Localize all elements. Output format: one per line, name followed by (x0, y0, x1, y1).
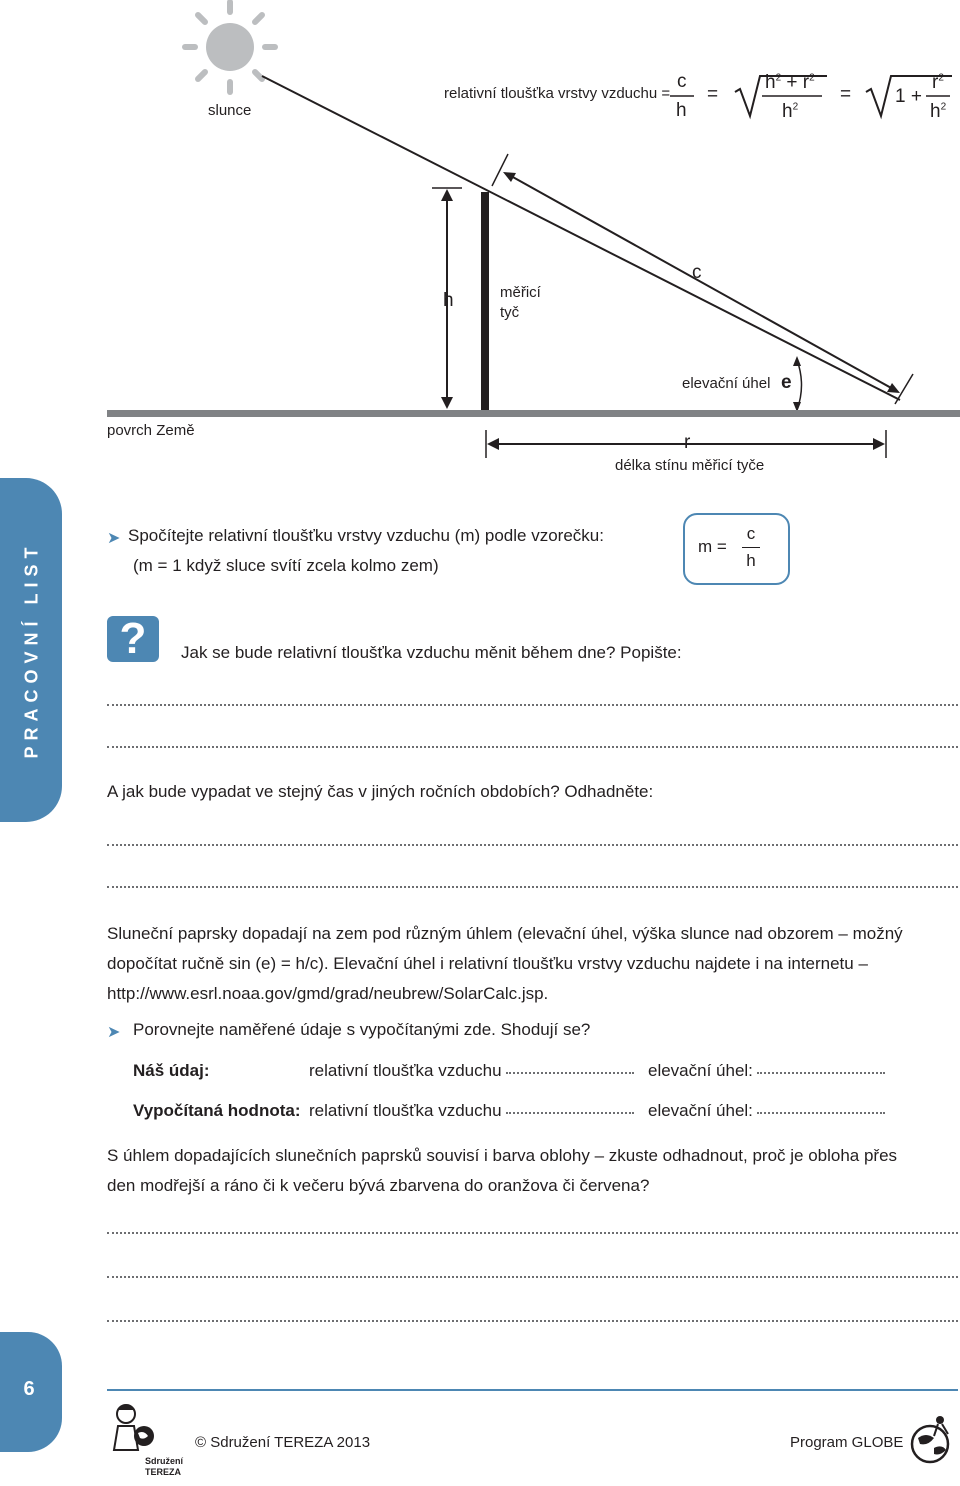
formula-box-m: m = (698, 537, 727, 556)
ground-surface (107, 410, 960, 417)
formula-f3-den: $h^2$ (930, 101, 947, 122)
e-label: e (781, 372, 792, 393)
sidebar-label: PRACOVNÍ LIST (21, 541, 42, 759)
elevation-label: elevační úhel (682, 375, 771, 392)
formula-eq2: = (840, 84, 852, 105)
globe-logo-icon (904, 1414, 958, 1466)
row1-rel-field[interactable] (506, 1072, 634, 1074)
row1-elev-field[interactable] (757, 1072, 885, 1074)
formula-f3-one: 1 + (895, 86, 922, 107)
footer-divider (107, 1389, 958, 1391)
answer-line-1[interactable] (107, 704, 958, 706)
row2-elev: elevační úhel: (648, 1101, 885, 1121)
row2-rel: relativní tloušťka vzduchu (309, 1101, 634, 1121)
rod-label: měřicí tyč (500, 284, 541, 321)
formula-f2-num: $h^2 + r^2$ (765, 72, 815, 93)
row2-elev-field[interactable] (757, 1112, 885, 1114)
formula-prefix: relativní tloušťka vrstvy vzduchu = (444, 85, 671, 102)
question2-text: A jak bude vypadat ve stejný čas v jiných ročních obdobích? Odhadněte: (107, 782, 654, 801)
formula-box (683, 513, 790, 585)
sky-question (107, 1141, 957, 1201)
answer-line-5[interactable] (107, 1232, 958, 1234)
bullet-icon: ➤ (107, 1024, 121, 1041)
diagram-graphics (0, 0, 960, 480)
row1-label: Náš údaj: (133, 1061, 210, 1080)
footer-program: Program GLOBE (790, 1434, 904, 1451)
row2-rel-field[interactable] (506, 1112, 634, 1114)
answer-line-6[interactable] (107, 1276, 958, 1278)
footer-copyright: © Sdružení TEREZA 2013 (195, 1434, 371, 1451)
measuring-rod (481, 192, 489, 410)
sun-ray-line (262, 76, 900, 400)
row1-elev: elevační úhel: (648, 1061, 885, 1081)
formula-eq1: = (707, 84, 719, 105)
paragraph-line-1: Sluneční paprsky dopadají na zem pod různým úhlem (elevační úhel, výška slunce nad obzorem – možný (107, 924, 903, 943)
sun-icon (185, 2, 275, 92)
c-dimension-arrow (511, 176, 893, 389)
sky-line-1: S úhlem dopadajících slunečních paprsků souvisí i barva oblohy – zkuste odhadnout, proč je obloha přes (107, 1146, 898, 1165)
sky-line-2: den modřejší a ráno či k večeru bývá zbarvena do oranžova či červena? (107, 1176, 650, 1195)
paragraph-line-2: dopočítat ručně sin (e) = h/c). Elevační úhel i relativní tloušťku vrstvy vzduchu najdete i na internetu – (107, 954, 868, 973)
shadow-label: délka stínu měřicí tyče (615, 457, 765, 474)
row1-rel: relativní tloušťka vzduchu (309, 1061, 634, 1081)
formula-box-fraction: c h (742, 523, 760, 572)
page-number: 6 (23, 1378, 35, 1400)
answer-line-7[interactable] (107, 1320, 958, 1322)
paragraph-line-3: http://www.esrl.noaa.gov/gmd/grad/neubrew/SolarCalc.jsp. (107, 984, 549, 1003)
r-label: r (684, 432, 691, 453)
row2-label: Vypočítaná hodnota: (133, 1101, 301, 1120)
info-paragraph (107, 919, 957, 1009)
h-label: h (443, 290, 454, 311)
sun-label: slunce (208, 102, 252, 119)
formula-f1-num: c (677, 71, 687, 92)
answer-line-2[interactable] (107, 746, 958, 748)
answer-line-4[interactable] (107, 886, 958, 888)
formula-f1-den: h (676, 100, 687, 121)
answer-line-3[interactable] (107, 844, 958, 846)
bullet-icon: ➤ (107, 530, 121, 547)
question-mark-icon: ? (107, 616, 159, 662)
task1-line2: (m = 1 když sluce svítí zcela kolmo zem) (133, 556, 439, 575)
task1-line1: Spočítejte relativní tloušťku vrstvy vzduchu (m) podle vzorečku: (128, 526, 604, 545)
compare-text: Porovnejte naměřené údaje s vypočítanými zde. Shodují se? (133, 1020, 591, 1039)
tereza-logo-icon (104, 1400, 160, 1460)
surface-label: povrch Země (107, 422, 195, 439)
question-text: Jak se bude relativní tloušťka vzduchu měnit během dne? Popište: (181, 643, 682, 662)
c-label: c (692, 262, 702, 283)
tereza-logo-text: Sdružení TEREZA (145, 1456, 184, 1477)
formula-f2-den: $h^2$ (782, 101, 799, 122)
formula-f3-num: $r^2$ (932, 72, 944, 93)
